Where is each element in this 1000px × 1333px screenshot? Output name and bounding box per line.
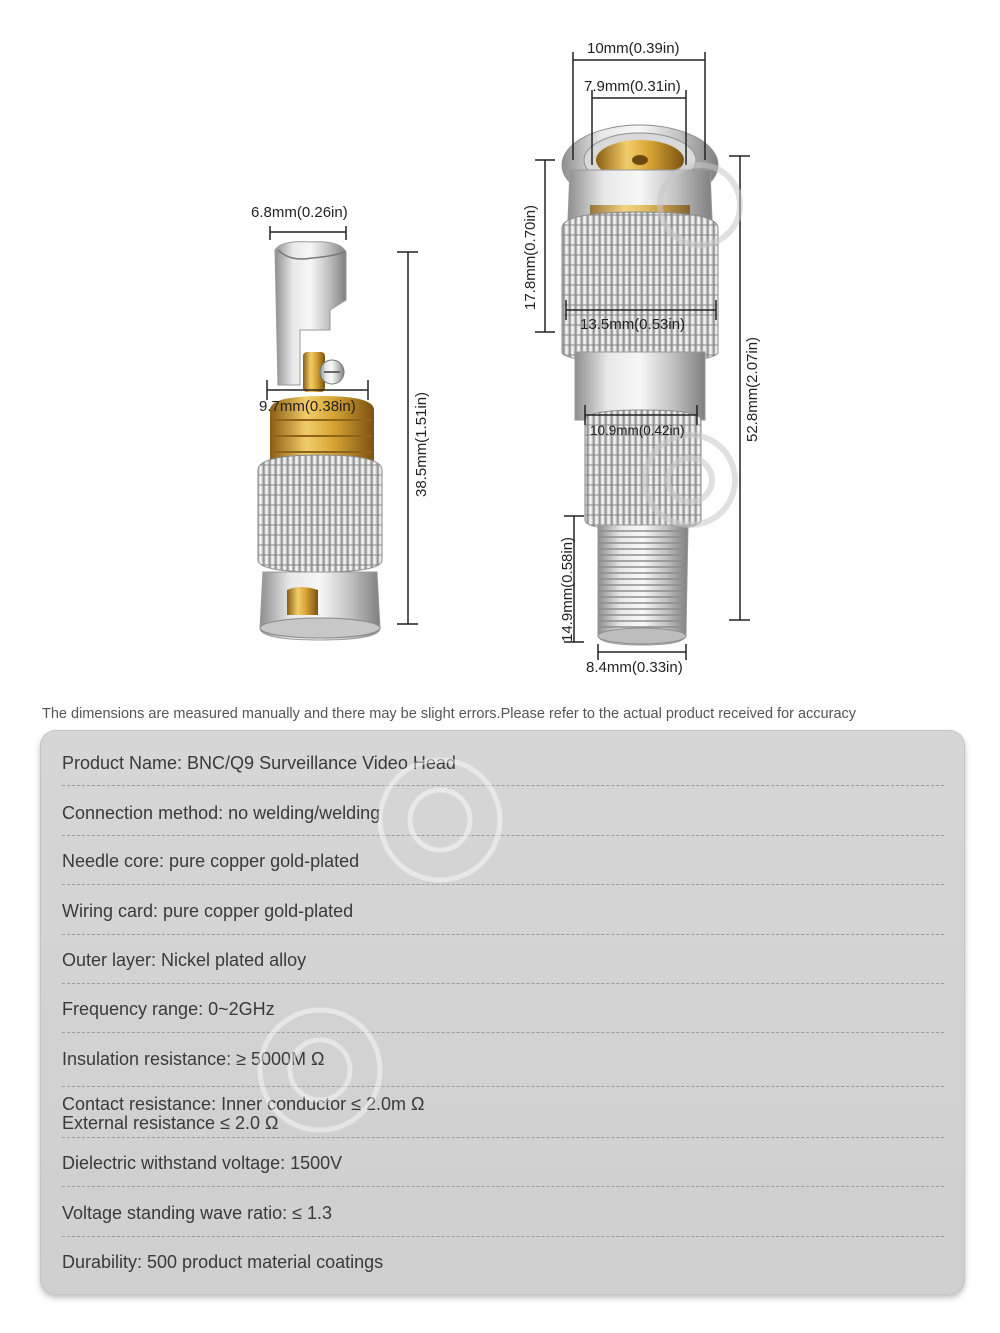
spec-insulation-resistance: Insulation resistance: ≥ 5000M Ω [62,1049,325,1069]
spec-row [62,1253,944,1277]
spec-row [62,1095,944,1138]
right-total-height-label: 52.8mm(2.07in) [744,336,761,442]
spec-product-name: Product Name: BNC/Q9 Surveillance Video Head [62,753,456,773]
spec-row [62,951,944,984]
spec-row [62,1050,944,1087]
left-top-width-label: 6.8mm(0.26in) [251,204,348,221]
bnc-connector-crimp-icon [258,242,382,640]
spec-row [62,804,944,836]
spec-frequency-range: Frequency range: 0~2GHz [62,999,275,1019]
spec-row [62,902,944,935]
spec-row [62,1204,944,1237]
spec-row [62,852,944,885]
spec-needle-core: Needle core: pure copper gold-plated [62,851,360,871]
spec-row [62,754,944,786]
right-tail-width-label: 8.4mm(0.33in) [586,659,683,676]
left-height-label: 38.5mm(1.51in) [413,391,430,497]
right-outer-diameter-label: 10mm(0.39in) [587,40,680,57]
right-head-height-label: 17.8mm(0.70in) [522,204,539,310]
spec-panel [40,730,965,1295]
right-inner-diameter-label: 7.9mm(0.31in) [584,78,681,95]
left-mid-width-label: 9.7mm(0.38in) [259,398,356,415]
spec-withstand-voltage: Dielectric withstand voltage: 1500V [62,1153,343,1173]
bnc-connector-twist-icon [562,125,718,645]
spec-contact-resistance: Contact resistance: Inner conductor ≤ 2.0m Ω [62,1094,425,1114]
spec-vswr: Voltage standing wave ratio: ≤ 1.3 [62,1203,333,1223]
right-tail-height-label: 14.9mm(0.58in) [559,536,576,642]
spec-wiring-card: Wiring card: pure copper gold-plated [62,901,354,921]
spec-row [62,1000,944,1033]
spec-durability: Durability: 500 product material coatings [62,1252,384,1272]
right-ring-width-label: 13.5mm(0.53in) [580,316,686,333]
spec-outer-layer: Outer layer: Nickel plated alloy [62,950,307,970]
spec-connection-method: Connection method: no welding/welding [62,803,381,823]
spec-row [62,1154,944,1187]
right-body-width-label: 10.9mm(0.42in) [590,423,685,438]
spec-external-resistance: External resistance ≤ 2.0 Ω [62,1113,279,1133]
measurement-disclaimer: The dimensions are measured manually and there may be slight errors.Please refer to the actual product received for accuracy [42,706,857,722]
